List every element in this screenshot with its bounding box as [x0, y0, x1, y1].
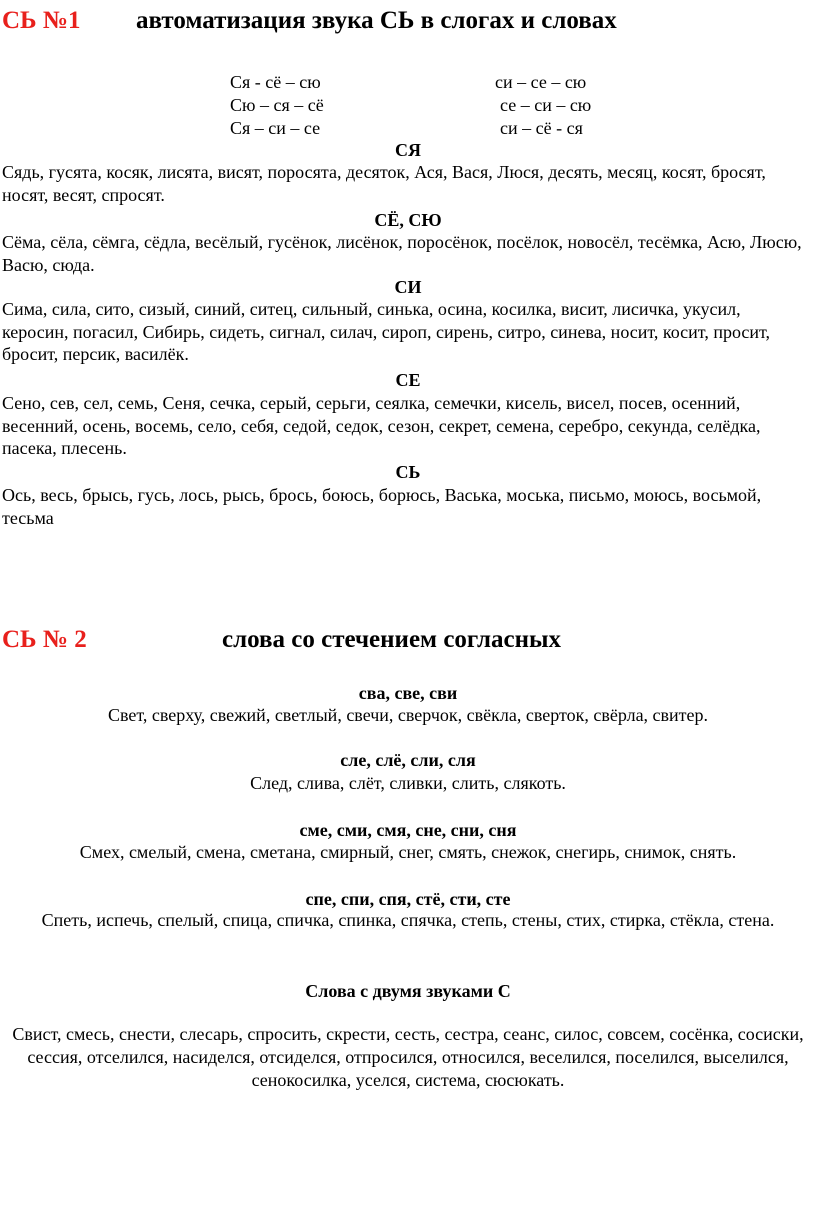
group-words: Сено, сев, сел, семь, Сеня, сечка, серый, серьги, сеялка, семечки, кисель, висел, посев, осенний, весенний, осень, восемь, село, себя, седой, седок, сезон, секрет, семена, серебро, секунда, селёдка, пасека, плесень. — [2, 393, 761, 458]
group-words: След, слива, слёт, сливки, слить, слякоть. — [250, 773, 566, 793]
section2-number: СЬ № 2 — [2, 626, 87, 653]
group-heading: СЁ, СЮ — [374, 210, 442, 230]
syllable-line: Сю – ся – сё — [230, 95, 324, 115]
syllable-line: си – се – сю — [495, 72, 587, 92]
section1-number: СЬ №1 — [2, 7, 81, 34]
group-words: Спеть, испечь, спелый, спица, спичка, спинка, спячка, степь, стены, стих, стирка, стёкла, стена. — [41, 910, 775, 930]
syllable-line: се – си – сю — [500, 95, 592, 115]
group-heading: СЬ — [395, 462, 421, 482]
syllable-line: Ся - сё – сю — [230, 72, 321, 92]
group-heading: Слова с двумя звуками С — [305, 981, 511, 1001]
group-words: Свет, сверху, свежий, светлый, свечи, сверчок, свёкла, сверток, свёрла, свитер. — [107, 705, 709, 725]
group-words: Свист, смесь, снести, слесарь, спросить, скрести, сесть, сестра, сеанс, силос, совсем, сосёнка, сосиски, сессия, отселился, насиделся, отсиделся, отпросился, относился, веселился, поселился, выселился, сенокосилка, уселся, система, сюсюкать. — [12, 1024, 804, 1090]
group-words: Смех, смелый, смена, сметана, смирный, снег, смять, снежок, снегирь, снимок, снять. — [79, 842, 737, 862]
group-heading: сме, сми, смя, сне, сни, сня — [299, 820, 517, 840]
syllable-line: си – сё - ся — [500, 118, 583, 138]
group-words: Сима, сила, сито, сизый, синий, ситец, сильный, синька, осина, косилка, висит, лисичка, укусил, керосин, погасил, Сибирь, сидеть, сигнал, силач, сироп, сирень, ситро, синева, носит, косит, просит, бросит, персик, василёк. — [2, 299, 771, 364]
group-words: Сёма, сёла, сёмга, сёдла, весёлый, гусёнок, лисёнок, поросёнок, посёлок, новосёл, тесёмка, Асю, Люсю, Васю, сюда. — [2, 232, 802, 275]
syllable-line: Ся – си – се — [230, 118, 321, 138]
group-heading: сва, све, сви — [358, 683, 458, 703]
section2-title: слова со стечением согласных — [222, 626, 562, 653]
group-heading: СЕ — [395, 370, 421, 390]
section1-title: автоматизация звука СЬ в слогах и словах — [136, 7, 617, 34]
group-heading: спе, спи, спя, стё, сти, сте — [305, 889, 511, 909]
group-heading: СИ — [394, 277, 422, 297]
group-words: Ось, весь, брысь, гусь, лось, рысь, брось, боюсь, борюсь, Васька, моська, письмо, моюсь, восьмой, тесьма — [2, 485, 762, 528]
group-words: Сядь, гусята, косяк, лисята, висят, поросята, десяток, Ася, Вася, Люся, десять, месяц, косят, бросят, носят, весят, спросят. — [2, 162, 766, 205]
group-heading: СЯ — [395, 140, 421, 160]
group-heading: сле, слё, сли, сля — [340, 750, 476, 770]
